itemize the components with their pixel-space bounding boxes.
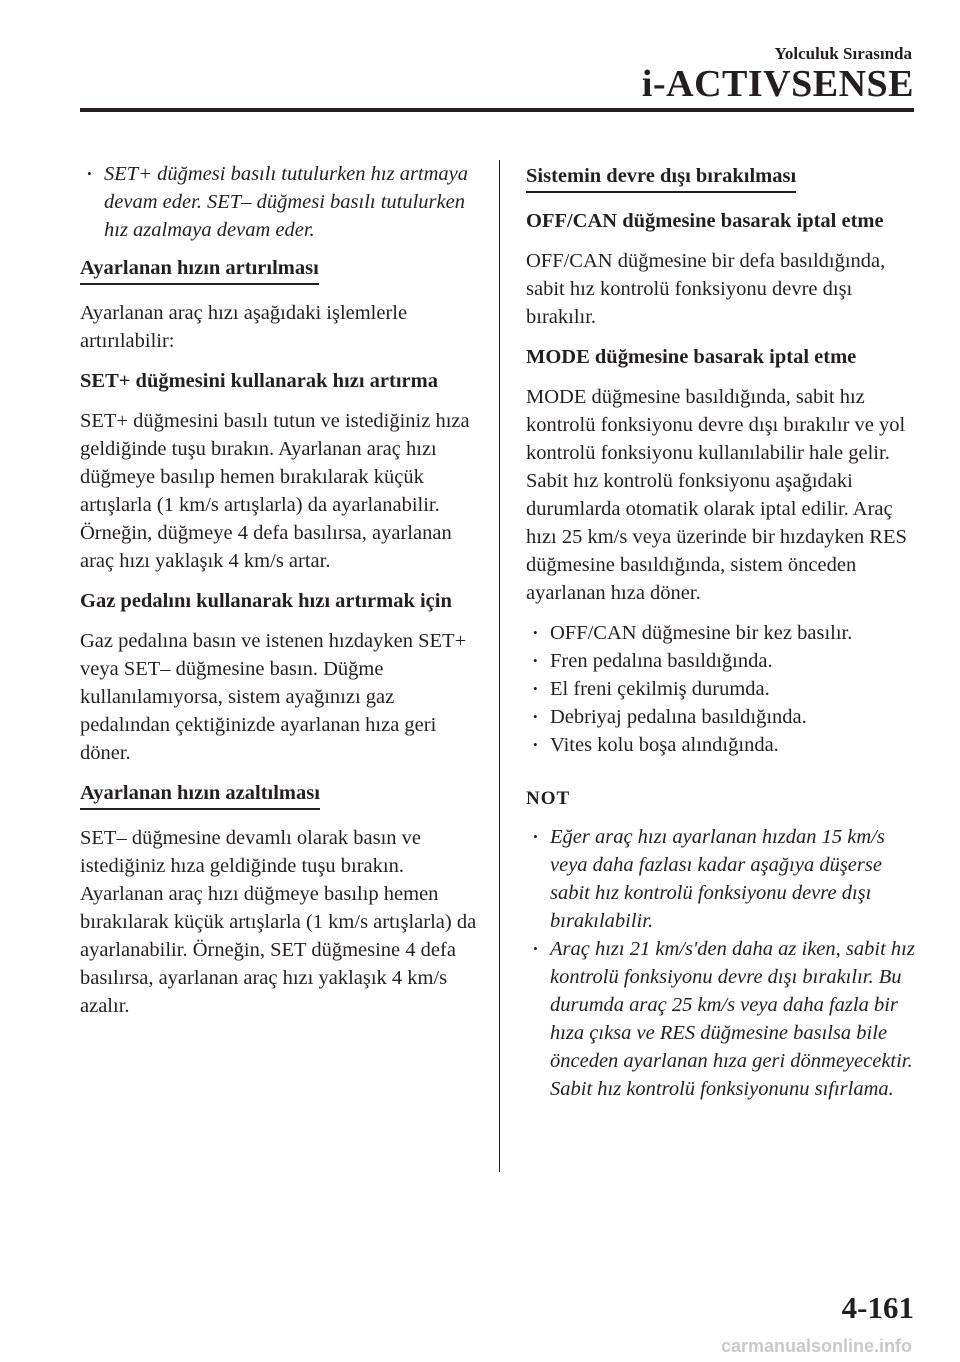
- decrease-text: SET– düğmesine devamlı olarak basın ve istediğiniz hıza geldiğinde tuşu bırakın. Ayarlanan araç hızı düğmeye basılıp hemen bırakılarak küçük artışlarla (1 km/s artışlarla) da ayarlanabilir. Örneğin, SET düğmesine 4 defa basılırsa, ayarlanan araç hızı yaklaşık 4 km/s azalır.: [80, 827, 477, 1017]
- decrease-heading: Ayarlanan hızın azaltılması: [80, 779, 320, 810]
- offcan-text: OFF/CAN düğmesine bir defa basıldığında, sabit hız kontrolü fonksiyonu devre dışı bırakılır.: [526, 250, 886, 328]
- intro-bullet-list: [80, 160, 480, 244]
- chapter-title: i-ACTIVSENSE: [641, 63, 914, 105]
- watermark: carmanualsonline.info: [720, 1336, 912, 1356]
- set-plus-text: SET+ düğmesini basılı tutun ve istediğiniz hıza geldiğinde tuşu bırakın. Ayarlanan araç hızı düğmeye basılıp hemen bırakılarak küçük artışlarla (1 km/s artışlarla) da ayarlanabilir. Örneğin, düğmeye 4 defa basılırsa, ayarlanan araç hızı yaklaşık 4 km/s artar.: [80, 410, 470, 572]
- mode-text: MODE düğmesine basıldığında, sabit hız kontrolü fonksiyonu devre dışı bırakılır ve yol kontrolü fonksiyonu kullanılabilir hale gelir.: [526, 386, 906, 464]
- section-name: Yolculuk Sırasında: [774, 44, 912, 63]
- increase-intro: Ayarlanan araç hızı aşağıdaki işlemlerle artırılabilir:: [80, 302, 408, 352]
- set-plus-heading: SET+ düğmesini kullanarak hızı artırma: [80, 370, 438, 392]
- right-column: [526, 162, 918, 1103]
- list-item: • OFF/CAN düğmesine bir kez basılır.: [526, 619, 918, 647]
- cancel-heading: Sistemin devre dışı bırakılması: [526, 162, 796, 193]
- list-item: • Fren pedalına basıldığında.: [526, 647, 918, 675]
- increase-heading: Ayarlanan hızın artırılması: [80, 254, 319, 285]
- gas-heading: Gaz pedalını kullanarak hızı artırmak için: [80, 590, 452, 612]
- list-item: • Araç hızı 21 km/s'den daha az iken, sabit hız kontrolü fonksiyonu devre dışı bırakılır. Bu durumda araç 25 km/s veya daha fazla bir hıza çıksa ve RES düğmesine basılsa bile önceden ayarlanan hıza geri dönmeyecektir. Sabit hız kontrolü fonksiyonunu sıfırlama.: [526, 935, 918, 1103]
- column-divider: [499, 160, 500, 1172]
- left-column: [80, 160, 480, 1032]
- auto-cancel-list: [526, 619, 918, 759]
- mode-heading: MODE düğmesine basarak iptal etme: [526, 346, 857, 368]
- list-item: • El freni çekilmiş durumda.: [526, 675, 918, 703]
- list-item: • SET+ düğmesi basılı tutulurken hız artmaya devam eder. SET– düğmesi basılı tutulurken hız azalmaya devam eder.: [80, 160, 480, 244]
- offcan-heading: OFF/CAN düğmesine basarak iptal etme: [526, 210, 884, 232]
- header-rule: [80, 108, 914, 112]
- auto-cancel-text: Sabit hız kontrolü fonksiyonu aşağıdaki durumlarda otomatik olarak iptal edilir. Araç hızı 25 km/s veya üzerinde bir hızdayken RES düğmesine basıldığında, sistem önceden ayarlanan hıza döner.: [526, 470, 907, 604]
- list-item: • Debriyaj pedalına basıldığında.: [526, 703, 918, 731]
- note-list: [526, 823, 918, 1103]
- page-number: 4-161: [841, 1290, 914, 1325]
- gas-text: Gaz pedalına basın ve istenen hızdayken SET+ veya SET– düğmesine basın. Düğme kullanılamıyorsa, sistem ayağınızı gaz pedalından çektiğinizde ayarlanan hıza geri döner.: [80, 630, 467, 764]
- list-item: • Vites kolu boşa alındığında.: [526, 731, 918, 759]
- note-heading: NOT: [526, 788, 571, 809]
- list-item: • Eğer araç hızı ayarlanan hızdan 15 km/s veya daha fazlası kadar aşağıya düşerse sabit hız kontrolü fonksiyonu devre dışı bırakılabilir.: [526, 823, 918, 935]
